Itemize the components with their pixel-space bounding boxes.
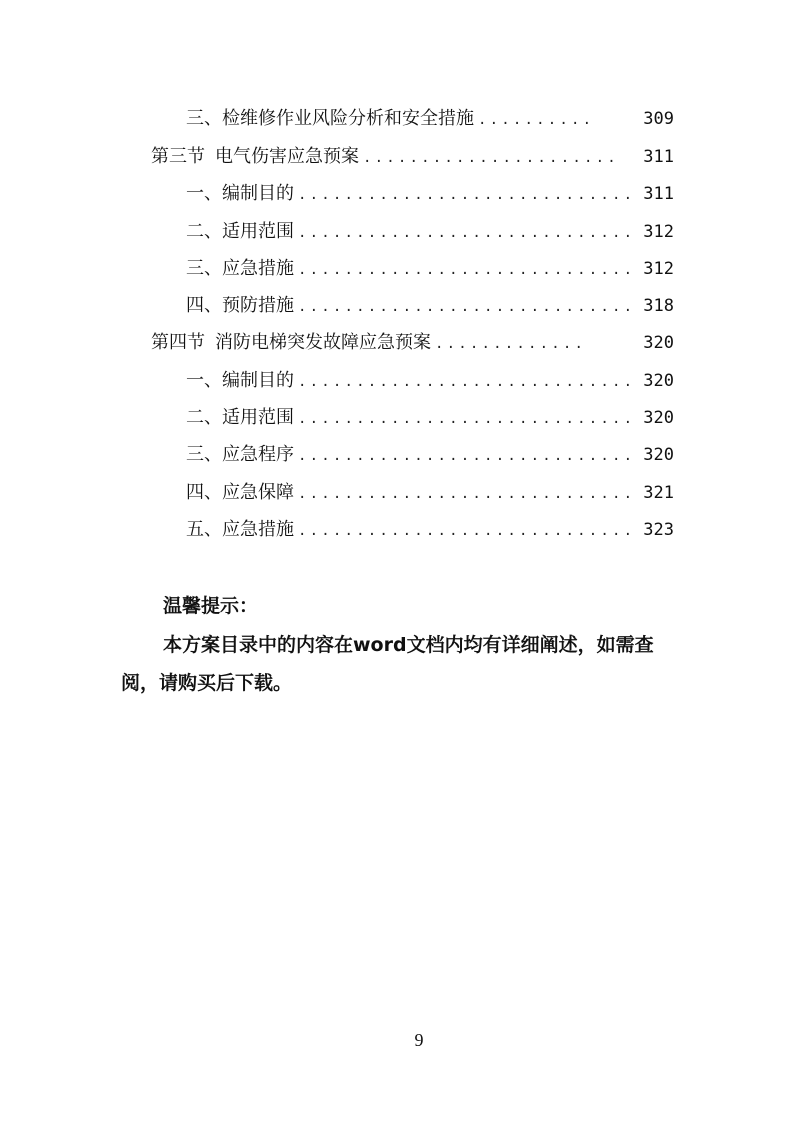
toc-entry[interactable] <box>186 362 674 399</box>
toc-entry[interactable] <box>186 213 674 250</box>
toc-entry-title: 电气伤害应急预案 <box>215 146 359 167</box>
toc-entry[interactable] <box>186 250 674 287</box>
toc-leader-dots: ............................. <box>298 374 636 390</box>
toc-section-entry[interactable] <box>151 138 674 175</box>
toc-entry[interactable] <box>186 399 674 436</box>
toc-leader-dots: ............................. <box>298 299 636 315</box>
toc-leader-dots: ............................. <box>298 486 636 502</box>
toc-page-number: 323 <box>643 520 674 540</box>
toc-page-number: 320 <box>643 333 674 353</box>
toc-page-number: 321 <box>643 483 674 503</box>
toc-entry[interactable] <box>186 175 674 212</box>
toc-section-number: 第四节 <box>151 332 205 353</box>
toc-page-number: 312 <box>643 222 674 242</box>
toc-leader-dots: ...................... <box>363 150 619 166</box>
toc-entry-title: 五、应急措施 <box>186 519 294 540</box>
toc-entry[interactable] <box>186 474 674 511</box>
toc-leader-dots: ............................. <box>298 523 636 539</box>
toc-entry-title: 一、编制目的 <box>186 370 294 391</box>
toc-entry[interactable] <box>186 287 674 324</box>
page-number: 9 <box>414 1030 424 1050</box>
toc-entry-title: 三、应急措施 <box>186 258 294 279</box>
toc-entry-title: 二、适用范围 <box>186 407 294 428</box>
toc-entry[interactable] <box>186 100 674 137</box>
toc-leader-dots: ............................. <box>298 411 636 427</box>
toc-entry-title: 三、应急程序 <box>186 444 294 465</box>
toc-page-number: 318 <box>643 296 674 316</box>
notice-title: 温馨提示： <box>163 595 259 617</box>
toc-page-number: 311 <box>643 147 674 167</box>
toc-leader-dots: ............................. <box>298 448 636 464</box>
toc-entry-title: 二、适用范围 <box>186 221 294 242</box>
toc-entry-title: 消防电梯突发故障应急预案 <box>215 332 431 353</box>
toc-entry-title: 四、预防措施 <box>186 295 294 316</box>
toc-leader-dots: .......... <box>478 112 595 128</box>
toc-page-number: 312 <box>643 259 674 279</box>
toc-entry-title: 三、检维修作业风险分析和安全措施 <box>186 108 474 129</box>
toc-section-number: 第三节 <box>151 146 205 167</box>
toc-leader-dots: ............................. <box>298 187 636 203</box>
notice-body: 本方案目录中的内容在word文档内均有详细阐述，如需查阅，请购买后下载。 <box>121 634 654 694</box>
toc-entry[interactable] <box>186 436 674 473</box>
toc-entry[interactable] <box>186 511 674 548</box>
toc-entry-title: 四、应急保障 <box>186 482 294 503</box>
toc-page-number: 320 <box>643 371 674 391</box>
toc-leader-dots: ............................. <box>298 262 636 278</box>
toc-page-number: 311 <box>643 184 674 204</box>
toc-page-number: 320 <box>643 408 674 428</box>
toc-leader-dots: ............................. <box>298 225 636 241</box>
toc-section-entry[interactable] <box>151 324 674 361</box>
toc-entry-title: 一、编制目的 <box>186 183 294 204</box>
toc-leader-dots: ............. <box>435 336 587 352</box>
toc-page-number: 309 <box>643 109 674 129</box>
toc-page-number: 320 <box>643 445 674 465</box>
